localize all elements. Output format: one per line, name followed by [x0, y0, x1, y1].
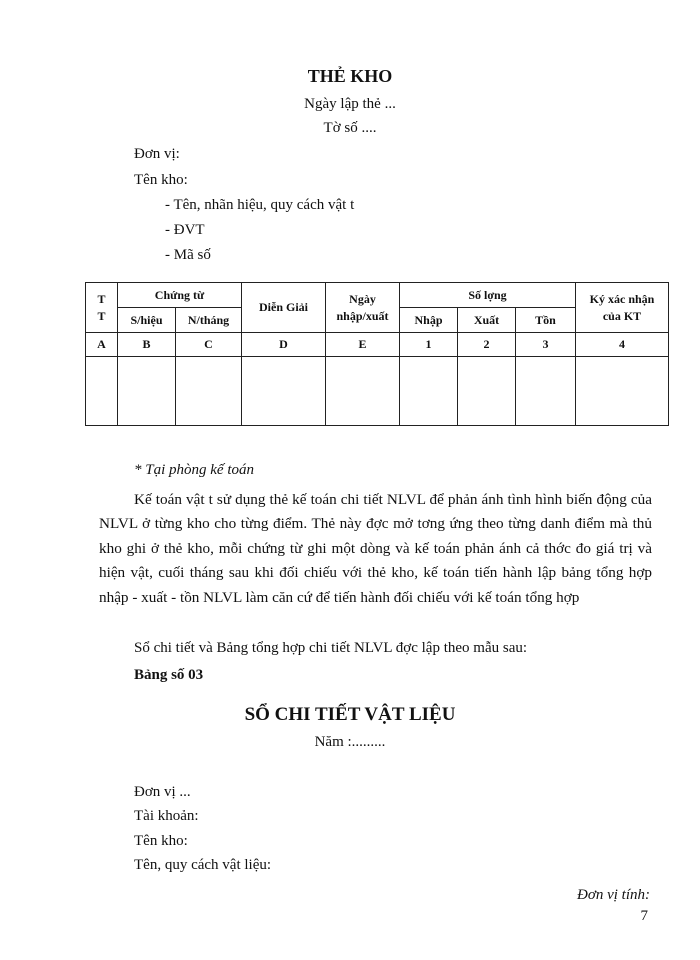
- col-chung-tu: Chứng từ: [118, 283, 242, 308]
- code-cell: 3: [516, 333, 576, 357]
- code-cell: 1: [400, 333, 458, 357]
- page-number: 7: [640, 908, 648, 924]
- section-heading: * Tại phòng kế toán: [134, 462, 254, 478]
- code-cell: C: [176, 333, 242, 357]
- warehouse-label: Tên kho:: [134, 172, 188, 188]
- col-s-hieu: S/hiệu: [118, 308, 176, 333]
- col-ngay: Ngày nhập/xuất: [326, 283, 400, 333]
- col-tt: T T: [86, 283, 118, 333]
- the-kho-table: [85, 282, 669, 426]
- sheet-number: Tờ số ....: [323, 120, 377, 136]
- the-kho-title: THẺ KHO: [307, 66, 393, 86]
- paragraph-intro: Sổ chi tiết và Bảng tổng hợp chi tiết NLVL đợc lập theo mẫu sau:: [134, 640, 528, 656]
- code-cell: 2: [458, 333, 516, 357]
- code-cell: B: [118, 333, 176, 357]
- unit-label: Đơn vị:: [134, 146, 180, 162]
- code-cell: E: [326, 333, 400, 357]
- item-code: - Mã số: [165, 247, 211, 263]
- so-chi-tiet-title: SỔ CHI TIẾT VẬT LIỆU: [244, 704, 456, 725]
- date-created: Ngày lập thẻ ...: [304, 96, 396, 112]
- year-line: Năm :.........: [314, 734, 386, 750]
- table-label: Bảng số 03: [134, 667, 204, 683]
- paragraph-accounting: Kế toán vật t sử dụng thẻ kế toán chi tiết NLVL để phản ánh tình hình biến động của NLVL ở từng kho cho từng điểm. Thẻ này đợc mở tơng ứng theo từng danh điểm mà thủ kho ghi ở thẻ kho, mỗi chứng từ ghi một dòng và kế toán phản ánh cả thớc đo giá trị và hiện vật, cuối tháng sau khi đối chiếu với thẻ kho, kế toán tiến hành lập bảng tổng hợp nhập - xuất - tồn NLVL làm căn cứ để tiến hành đối chiếu với kế toán tổng hợp: [99, 491, 652, 606]
- code-cell: 4: [576, 333, 669, 357]
- col-dien-giai: Diễn Giải: [242, 283, 326, 333]
- col-n-thang: N/tháng: [176, 308, 242, 333]
- col-ky-xac-nhan: Ký xác nhận của KT: [576, 283, 669, 333]
- empty-row: [86, 357, 669, 426]
- col-ton: Tồn: [516, 308, 576, 333]
- unit2-label: Đơn vị ...: [134, 784, 191, 800]
- col-nhap: Nhập: [400, 308, 458, 333]
- col-xuat: Xuất: [458, 308, 516, 333]
- material-label: Tên, quy cách vật liệu:: [134, 857, 272, 873]
- code-cell: D: [242, 333, 326, 357]
- item-name-spec: - Tên, nhãn hiệu, quy cách vật t: [165, 197, 355, 213]
- code-row: [86, 333, 669, 357]
- warehouse2-label: Tên kho:: [134, 833, 188, 849]
- calc-unit-label: Đơn vị tính:: [577, 887, 650, 903]
- account-label: Tài khoản:: [134, 808, 199, 824]
- col-so-luong: Số lợng: [400, 283, 576, 308]
- code-cell: A: [86, 333, 118, 357]
- item-unit: - ĐVT: [165, 222, 205, 238]
